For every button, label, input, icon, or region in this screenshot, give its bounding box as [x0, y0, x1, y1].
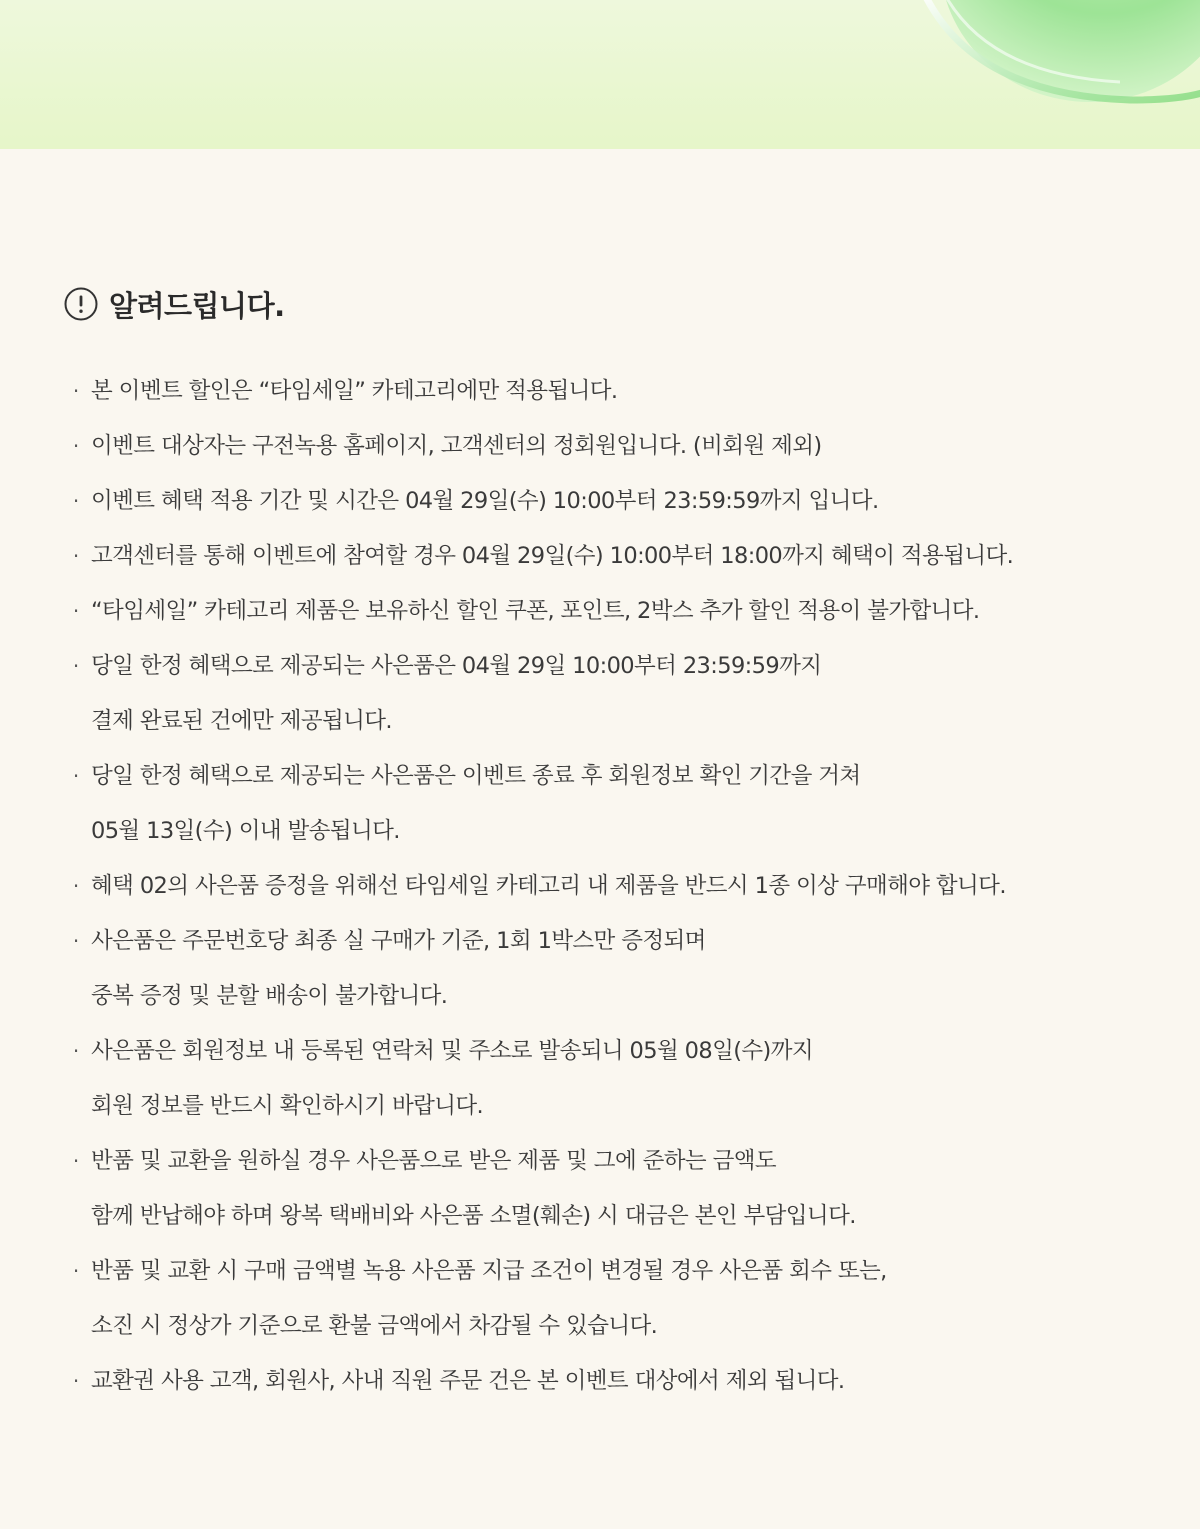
- notice-item-text: 본 이벤트 할인은 “타임세일” 카테고리에만 적용됩니다.: [91, 378, 618, 404]
- notice-item-text: 사은품은 주문번호당 최종 실 구매가 기준, 1회 1박스만 증정되며: [91, 928, 706, 954]
- notice-item-text: 이벤트 대상자는 구전녹용 홈페이지, 고객센터의 정회원입니다. (비회원 제외): [91, 433, 822, 459]
- notice-item: [64, 1354, 1164, 1409]
- notice-item-text: 소진 시 정상가 기준으로 환불 금액에서 차감될 수 있습니다.: [91, 1313, 658, 1339]
- notice-item: [64, 914, 1164, 1024]
- notice-item: [64, 1134, 1164, 1244]
- bullet-dot: ·: [72, 489, 80, 513]
- bullet-dot: ·: [72, 929, 80, 953]
- notice-item: [64, 1024, 1164, 1134]
- top-banner: [0, 0, 1200, 149]
- notice-title: 알려드립니다.: [109, 288, 285, 323]
- bullet-dot: ·: [72, 599, 80, 623]
- notice-item-text: 고객센터를 통해 이벤트에 참여할 경우 04월 29일(수) 10:00부터 18:00까지 혜택이 적용됩니다.: [91, 543, 1014, 569]
- notice-list: [64, 364, 1164, 1409]
- bullet-dot: ·: [72, 1259, 80, 1283]
- notice-item-text: 중복 증정 및 분할 배송이 불가합니다.: [91, 983, 448, 1009]
- bullet-dot: ·: [72, 764, 80, 788]
- bullet-dot: ·: [72, 1039, 80, 1063]
- notice-item: [64, 749, 1164, 859]
- bullet-dot: ·: [72, 434, 80, 458]
- notice-item-text: 반품 및 교환을 원하실 경우 사은품으로 받은 제품 및 그에 준하는 금액도: [91, 1148, 776, 1174]
- notice-item-text: 05월 13일(수) 이내 발송됩니다.: [91, 818, 400, 844]
- notice-section: [64, 284, 1164, 1394]
- notice-item: [64, 639, 1164, 749]
- notice-item-text: 당일 한정 혜택으로 제공되는 사은품은 04월 29일 10:00부터 23:59:59까지: [91, 653, 822, 679]
- notice-item: [64, 364, 1164, 419]
- notice-item-text: 반품 및 교환 시 구매 금액별 녹용 사은품 지급 조건이 변경될 경우 사은품 회수 또는,: [91, 1258, 887, 1284]
- notice-item-text: “타임세일” 카테고리 제품은 보유하신 할인 쿠폰, 포인트, 2박스 추가 할인 적용이 불가합니다.: [91, 598, 980, 624]
- notice-item-text: 혜택 02의 사은품 증정을 위해선 타임세일 카테고리 내 제품을 반드시 1종 이상 구매해야 합니다.: [91, 873, 1006, 899]
- exclamation-circle-icon: [64, 287, 98, 321]
- notice-item-text: 이벤트 혜택 적용 기간 및 시간은 04월 29일(수) 10:00부터 23:59:59까지 입니다.: [91, 488, 879, 514]
- notice-item: [64, 584, 1164, 639]
- bullet-dot: ·: [72, 544, 80, 568]
- notice-item: [64, 859, 1164, 914]
- bullet-dot: ·: [72, 654, 80, 678]
- notice-item: [64, 474, 1164, 529]
- notice-item-text: 결제 완료된 건에만 제공됩니다.: [91, 708, 392, 734]
- bullet-dot: ·: [72, 874, 80, 898]
- notice-item: [64, 419, 1164, 474]
- bullet-dot: ·: [72, 1149, 80, 1173]
- notice-item-text: 함께 반납해야 하며 왕복 택배비와 사은품 소멸(훼손) 시 대금은 본인 부담입니다.: [91, 1203, 856, 1229]
- bullet-dot: ·: [72, 379, 80, 403]
- notice-item-text: 사은품은 회원정보 내 등록된 연락처 및 주소로 발송되니 05월 08일(수)까지: [91, 1038, 813, 1064]
- bullet-dot: ·: [72, 1369, 80, 1393]
- notice-header: [64, 284, 1164, 324]
- notice-item-text: 당일 한정 혜택으로 제공되는 사은품은 이벤트 종료 후 회원정보 확인 기간을 거쳐: [91, 763, 861, 789]
- notice-item: [64, 529, 1164, 584]
- notice-item: [64, 1244, 1164, 1354]
- green-lens-decoration: [0, 0, 1200, 149]
- notice-item-text: 회원 정보를 반드시 확인하시기 바랍니다.: [91, 1093, 484, 1119]
- notice-item-text: 교환권 사용 고객, 회원사, 사내 직원 주문 건은 본 이벤트 대상에서 제외 됩니다.: [91, 1368, 845, 1394]
